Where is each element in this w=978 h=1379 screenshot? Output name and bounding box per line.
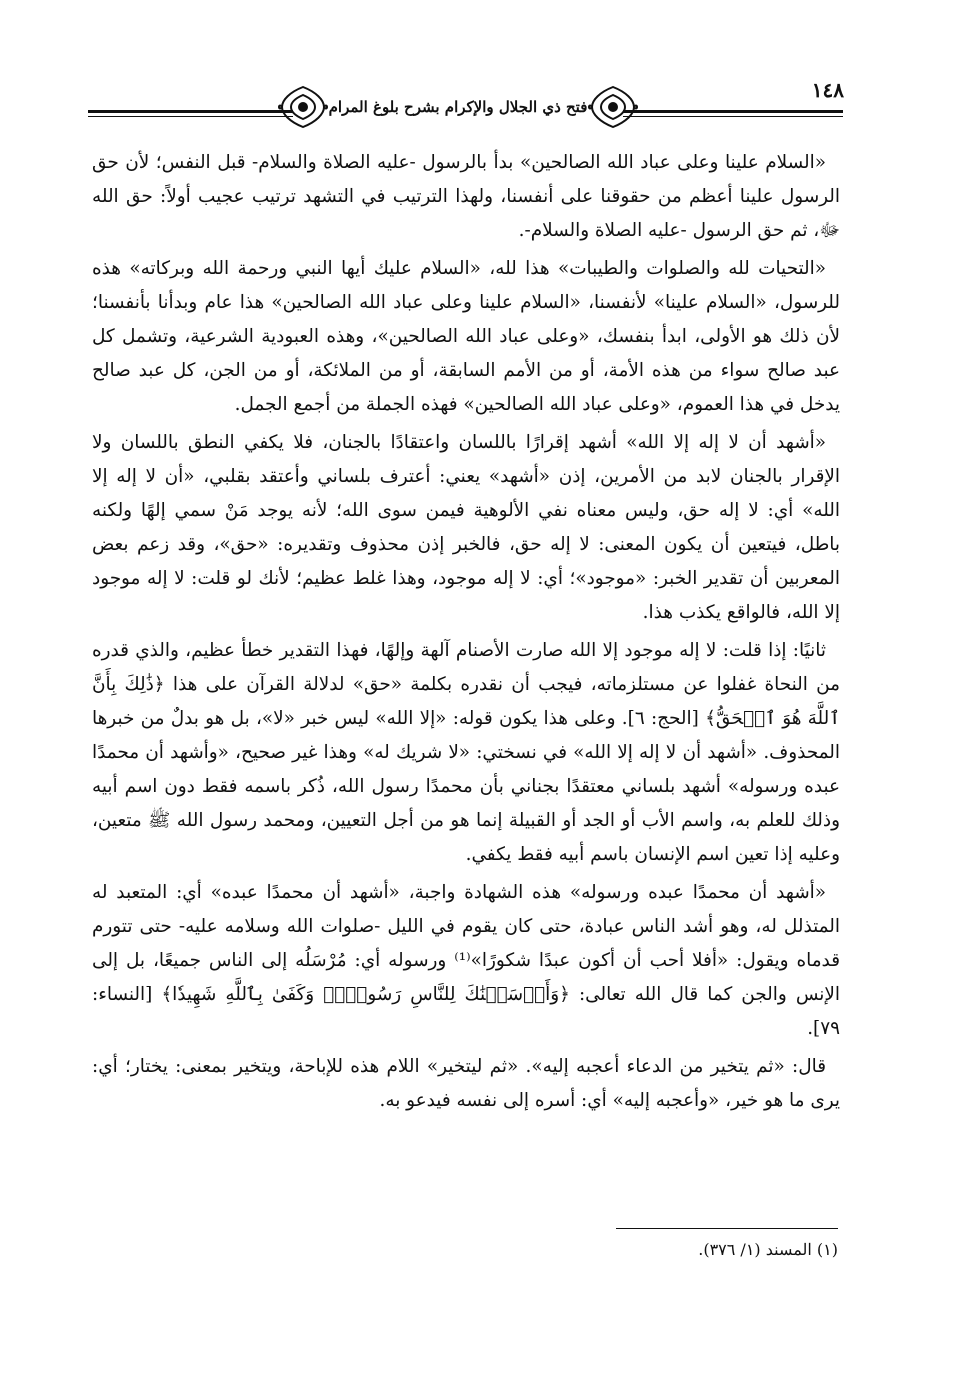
paragraph: «أشهد أن لا إله إلا الله» أشهد إقرارًا باللسان واعتقادًا بالجنان، فلا يكفي النطق باللسان ولا الإقرار بالجنان لابد من الأمرين، إذن «أشهد» يعني: أعترف بلساني وأعتقد بقلبي، «أن لا إله إلا الله» أي: لا إله حق، وليس معناه نفي الألوهية فيمن سوى الله؛ لأنه يوجد مَنْ سمي إلهًا ولكنه باطل، فيتعين أن يكون المعنى: لا إله حق، فالخبر إذن محذوف وتقديره: «حق»، وقد زعم بعض المعربين أن تقدير الخبر: «موجود»؛ أي: لا إله موجود، وهذا غلط عظيم؛ لأنك لو قلت: لا إله موجود إلا الله، فالواقع يكذب هذا. [92,432,840,623]
footnote-divider [616,1228,838,1229]
paragraph: «السلام علينا وعلى عباد الله الصالحين» بدأ بالرسول -عليه الصلاة والسلام- قبل النفس؛ لأن حق الرسول علينا أعظم من حقوقنا على أنفسنا، ولهذا الترتيب في التشهد ترتيب عجيب أولاً: حق الله ﷻ، ثم حق الرسول -عليه الصلاة والسلام-. [92,152,840,241]
paragraph: «التحيات لله والصلوات والطيبات» هذا لله، «السلام عليك أيها النبي ورحمة الله وبركاته» هذه للرسول، «السلام علينا» لأنفسنا، «السلام علينا وعلى عباد الله الصالحين» هذا عام وبدأنا بأنفسنا؛ لأن ذلك هو الأولى، ابدأ بنفسك، «وعلى عباد الله الصالحين»، وهذه العبودية الشرعية، وتشمل كل عبد صالح سواء من هذه الأمة، أو من الأمم السابقة، أو من الملائكة، أو من الجن، كل عبد صالح يدخل في هذا العموم، «وعلى عباد الله الصالحين» فهذه الجملة من أجمع الجمل. [92,258,840,415]
ornament-icon [588,84,638,130]
running-header [88,80,843,132]
ornament-icon [278,84,328,130]
page-number: ١٤٨ [772,78,844,102]
footnote: (١) المسند (١/ ٣٧٦). [698,1240,838,1259]
paragraph: «أشهد أن محمدًا عبده ورسوله» هذه الشهادة واجبة، «أشهد أن محمدًا عبده» أي: المتعبد له المتذلل له، وهو أشد الناس عبادة، حتى كان يقوم في الليل -صلوات الله وسلامه عليه- حتى تتورم قدماه ويقول: «أفلا أحب أن أكون عبدًا شكورًا»⁽¹⁾ ورسوله أي: مُرْسَلُه إلى الناس جميعًا، بل إلى الإنس والجن كما قال الله تعالى: ﴿وَأَرۡسَلۡنَٰكَ لِلنَّاسِ رَسُولٗاۚ وَكَفَىٰ بِٱللَّهِ شَهِيدٗا﴾ [النساء: ٧٩]. [92,882,840,1039]
paragraph: ثانيًا: إذا قلت: لا إله موجود إلا الله صارت الأصنام آلهة وإلهًا، فهذا التقدير خطأ عظيم، والذي قدره من النحاة غفلوا عن مستلزماته، فيجب أن نقدره بكلمة «حق» لدلالة القرآن على هذا ﴿ذَٰلِكَ بِأَنَّ ٱللَّهَ هُوَ ٱلۡحَقُّ﴾ [الحج: ٦]. وعلى هذا يكون قوله: «إلا الله» ليس خبر «لا»، بل هو بدلٌ من خبرها المحذوف. «أشهد أن لا إله إلا الله» في نسختي: «لا شريك له» وهذا غير صحيح، «وأشهد أن محمدًا عبده ورسوله» أشهد بلساني معتقدًا بجناني بأن محمدًا رسول الله، ذُكر باسمه فقط دون اسم أبيه وذلك للعلم به، واسم الأب أو الجد أو القبيلة إنما هو من أجل التعيين، ومحمد رسول الله ﷺ متعين، وعليه إذا تعين اسم الإنسان باسم أبيه فقط يكفي. [92,640,840,865]
book-title: فتح ذي الجلال والإكرام بشرح بلوغ المرام [328,98,588,116]
paragraph: قال: «ثم يتخير من الدعاء أعجبه إليه». «ثم ليتخير» اللام هذه للإباحة، ويتخير بمعنى: يختار؛ أي: يرى ما هو خير، «وأعجبه إليه» أي: أسره إلى نفسه فيدعو به. [92,1056,840,1111]
main-text [92,146,840,1122]
